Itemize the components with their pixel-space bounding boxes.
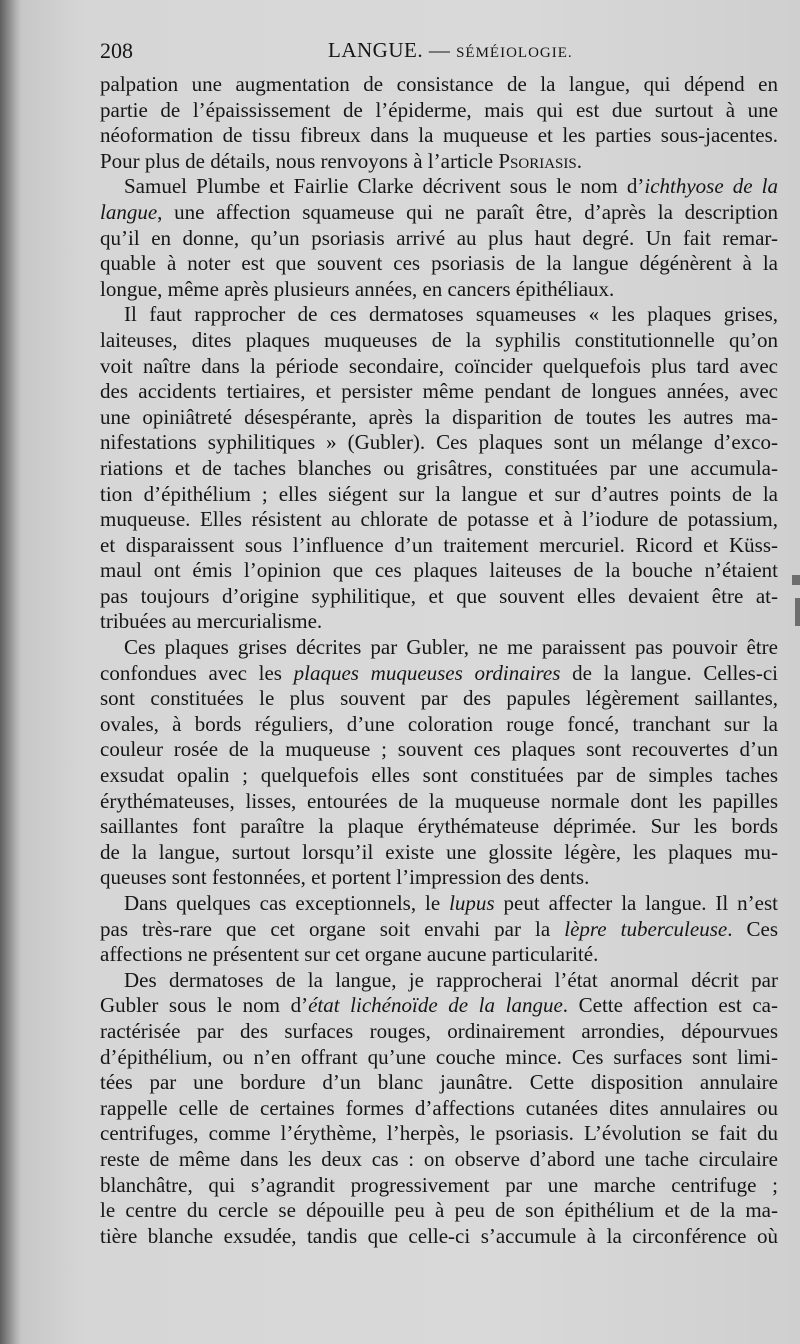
italic-term: lèpre tuberculeuse: [564, 916, 728, 941]
text-line: [100, 456, 778, 482]
text-run: érythémateuses, lisses, entourées de la muqueuse normale dont les papilles: [100, 788, 778, 813]
italic-term: plaques muqueuses ordinaires: [293, 660, 561, 685]
text-run: Dans quelques cas exceptionnels, le: [124, 891, 450, 915]
text-line: [100, 1198, 778, 1224]
small-caps-term: Psoriasis: [498, 148, 577, 173]
text-line: [100, 712, 778, 738]
text-run: Samuel Plumbe et Fairlie Clarke décrivent sous le nom d’: [124, 174, 645, 199]
text-run: Ces plaques grises décrites par Gubler, ne me paraissent pas pouvoir être: [124, 635, 778, 660]
text-run: centrifuges, comme l’érythème, l’herpès, le psoriasis. L’évolution se fait du: [100, 1121, 778, 1146]
text-line: [100, 1147, 778, 1173]
text-line: [100, 98, 778, 124]
text-line: [100, 174, 778, 200]
text-line: [100, 1096, 778, 1122]
text-line: [100, 379, 778, 405]
text-run: pas très-rare que cet organe soit envahi par la: [100, 916, 565, 941]
text-line: [100, 405, 778, 431]
text-line: [100, 200, 778, 226]
text-run: d’épithélium, ou n’en offrant qu’une couche mince. Ces surfaces sont limi-: [100, 1044, 778, 1069]
text-run: pas toujours d’origine syphilitique, et que souvent elles devaient être at-: [100, 583, 778, 608]
text-run: saillantes font paraître la plaque érythémateuse déprimée. Sur les bords: [100, 814, 778, 839]
text-run: rappelle celle de certaines formes d’affections cutanées dites annulaires ou: [100, 1095, 778, 1120]
text-line: [100, 584, 778, 610]
text-run: quable à noter est que souvent ces psoriasis de la langue dégénèrent à la: [100, 251, 778, 276]
text-run: Gubler sous le nom d’: [100, 993, 309, 1018]
text-run: exsudat opalin ; quelquefois elles sont constituées par de simples taches: [100, 763, 778, 788]
text-run: muqueuse. Elles résistent au chlorate de potasse et à l’iodure de potassium,: [100, 507, 778, 532]
text-line: [100, 609, 778, 635]
text-line: [100, 942, 778, 968]
running-header: [100, 38, 780, 68]
text-line: [100, 1173, 778, 1199]
text-line: [100, 430, 778, 456]
text-run: Il faut rapprocher de ces dermatoses squameuses « les plaques grises,: [124, 302, 778, 327]
text-run: de la langue, surtout lorsqu’il existe une glossite légère, les plaques mu-: [100, 839, 778, 864]
text-run: peut affecter la langue. Il n’est: [494, 891, 778, 915]
italic-term: langue: [100, 199, 158, 224]
text-line: [100, 226, 778, 252]
text-run: confondues avec les: [100, 660, 294, 685]
text-line: [100, 302, 778, 328]
text-run: qu’il en donne, qu’un psoriasis arrivé au plus haut degré. Un fait remar-: [100, 225, 778, 250]
text-run: queuses sont festonnées, et portent l’impression des dents.: [100, 865, 590, 890]
text-run: partie de l’épaississement de l’épiderme, mais qui est due surtout à une: [100, 97, 778, 122]
text-line: [100, 1019, 778, 1045]
running-title-sub: SÉMÉIOLOGIE.: [456, 45, 573, 61]
text-run: palpation une augmentation de consistance de la langue, qui dépend en: [100, 72, 778, 96]
italic-term: ichthyose de la: [644, 174, 778, 199]
text-run: riations et de taches blanches ou grisâtres, constituées par une accumula-: [100, 455, 778, 480]
text-line: [100, 1045, 778, 1071]
text-run: tion d’épithélium ; elles siégent sur la langue et sur d’autres points de la: [100, 481, 778, 506]
text-line: [100, 686, 778, 712]
page-edge-mark: [795, 598, 800, 626]
text-run: des accidents tertiaires, et persister même pendant de longues années, avec: [100, 379, 778, 404]
text-run: sont constituées le plus souvent par des papules légèrement saillantes,: [100, 686, 778, 711]
text-run: reste de même dans les deux cas : on observe d’abord une tache circulaire: [100, 1146, 778, 1171]
running-title: [328, 38, 573, 63]
text-run: laiteuses, dites plaques muqueuses de la syphilis constitutionnelle qu’on: [100, 327, 778, 352]
text-run: tées par une bordure d’un blanc jaunâtre. Cette disposition annulaire: [100, 1070, 778, 1095]
text-run: couleur rosée de la muqueuse ; souvent ces plaques sont recouvertes d’un: [100, 737, 778, 762]
text-line: [100, 149, 778, 175]
text-line: [100, 737, 778, 763]
text-run: .: [576, 148, 582, 173]
text-run: maul ont émis l’opinion que ces plaques laiteuses de la bouche n’étaient: [100, 558, 778, 583]
text-line: [100, 763, 778, 789]
text-run: affections ne présentent sur cet organe aucune particularité.: [100, 942, 599, 967]
body-text: [100, 72, 778, 1249]
text-line: [100, 1070, 778, 1096]
text-run: . Cette affection est ca-: [562, 993, 778, 1018]
text-run: néoformation de tissu fibreux dans la muqueuse et les parties sous-jacentes.: [100, 123, 778, 148]
text-line: [100, 814, 778, 840]
book-binding-shadow: [0, 0, 22, 1344]
text-line: [100, 251, 778, 277]
text-line: [100, 661, 778, 687]
text-run: voit naître dans la période secondaire, coïncider quelquefois plus tard avec: [100, 353, 778, 378]
text-line: [100, 840, 778, 866]
text-line: [100, 328, 778, 354]
text-line: [100, 533, 778, 559]
text-run: de la langue. Celles-ci: [560, 660, 778, 685]
text-run: . Ces: [727, 916, 779, 941]
text-line: [100, 891, 778, 917]
text-line: [100, 72, 778, 98]
text-run: une opiniâtreté désespérante, après la disparition de toutes les autres ma-: [100, 404, 778, 429]
text-run: tribuées au mercurialisme.: [100, 609, 323, 634]
text-run: blanchâtre, qui s’agrandit progressivement par une marche centrifuge ;: [100, 1172, 778, 1197]
text-line: [100, 558, 778, 584]
text-line: [100, 865, 778, 891]
page-number: 208: [100, 38, 133, 63]
text-run: ractérisée par des surfaces rouges, ordinairement arrondies, dépourvues: [100, 1018, 778, 1043]
text-line: [100, 507, 778, 533]
text-line: [100, 789, 778, 815]
text-line: [100, 123, 778, 149]
text-run: Pour plus de détails, nous renvoyons à l’article: [100, 148, 499, 173]
text-line: [100, 993, 778, 1019]
page-edge-mark: [792, 575, 800, 585]
text-run: nifestations syphilitiques » (Gubler). Ces plaques sont un mélange d’exco-: [100, 430, 778, 455]
italic-term: lupus: [449, 891, 495, 915]
running-title-main: LANGUE. —: [328, 38, 457, 62]
text-line: [100, 277, 778, 303]
text-line: [100, 354, 778, 380]
text-run: et disparaissent sous l’influence d’un traitement mercuriel. Ricord et Küss-: [100, 532, 778, 557]
text-run: tière blanche exsudée, tandis que celle-ci s’accumule à la circonférence où: [100, 1223, 778, 1248]
text-run: Des dermatoses de la langue, je rapprocherai l’état anormal décrit par: [124, 967, 778, 992]
text-line: [100, 482, 778, 508]
text-line: [100, 1121, 778, 1147]
text-run: longue, même après plusieurs années, en cancers épithéliaux.: [100, 276, 615, 301]
text-line: [100, 917, 778, 943]
text-run: le centre du cercle se dépouille peu à peu de son épithélium et de la ma-: [100, 1198, 778, 1223]
text-line: [100, 1224, 778, 1250]
text-line: [100, 635, 778, 661]
italic-term: état lichénoïde de la langue: [308, 993, 563, 1018]
text-run: , une affection squameuse qui ne paraît être, d’après la description: [157, 199, 778, 224]
text-line: [100, 968, 778, 994]
text-run: ovales, à bords réguliers, d’une coloration rouge foncé, tranchant sur la: [100, 711, 778, 736]
